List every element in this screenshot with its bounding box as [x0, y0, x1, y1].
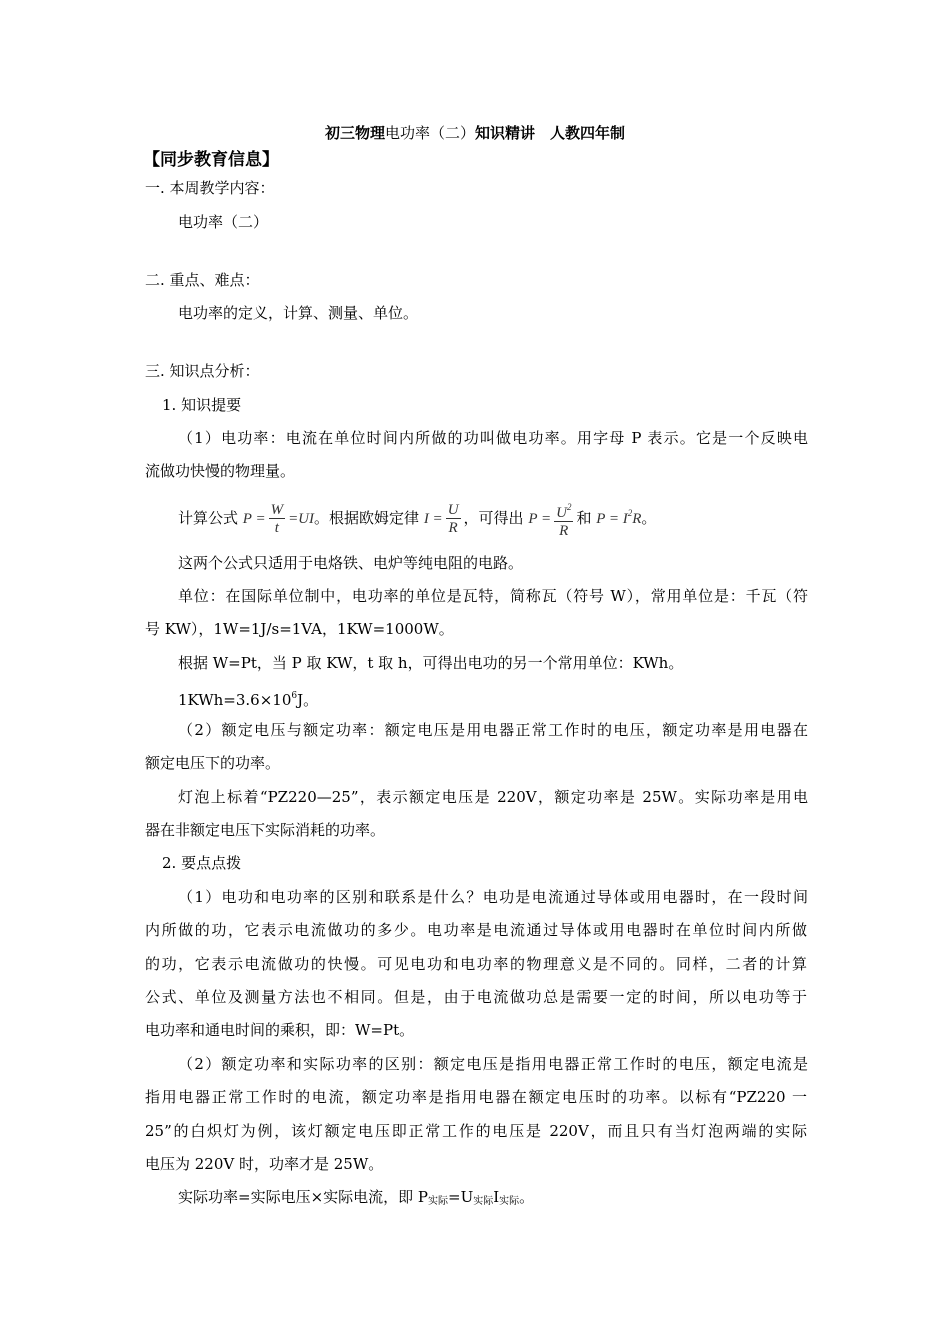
power-formula: P = $\frac{W}{t}$ =UI: [242, 502, 315, 537]
section-1-content: 电功率（二）: [178, 213, 269, 231]
title-prefix: 初三物理: [324, 124, 385, 142]
subsection-1-heading: 1. 知识提要: [162, 396, 242, 414]
section-2-heading: 二. 重点、难点：: [145, 271, 260, 289]
paragraph-line: 流做功快慢的物理量。: [145, 462, 296, 480]
paragraph-line: 电功率和通电时间的乘积，即：W=Pt。: [145, 1021, 415, 1039]
section-1-heading: 一. 本周教学内容：: [145, 179, 275, 197]
power-u2r-formula: P = $\frac{U^2}{R}$: [528, 499, 576, 540]
power-i2r-formula: $P = I^2R$: [596, 508, 642, 527]
paragraph-line: 指用电器正常工作时的电流，额定功率是指用电器在额定电压时的功率。以标有“PZ220 一: [145, 1088, 807, 1106]
paragraph-line: （2）额定功率和实际功率的区别：额定电压是指用电器正常工作时的电压，额定电流是: [178, 1055, 808, 1073]
sync-info-header: 【同步教育信息】: [143, 150, 279, 170]
page-title: [0, 122, 950, 143]
paragraph-line: 灯泡上标着“PZ220—25”，表示额定电压是 220V，额定功率是 25W。实际功率是用电: [178, 788, 808, 806]
section-3-heading: 三. 知识点分析：: [145, 362, 260, 380]
formula-line: 计算公式 P = $\frac{W}{t}$ =UI。根据欧姆定律 I = $\frac{U}{R}$ ，可得出 P = $\frac{U^2}{R}$ 和 $P = I^2R$。: [178, 495, 656, 540]
paragraph-line: （1）电功率：电流在单位时间内所做的功叫做电功率。用字母 P 表示。它是一个反映电: [178, 429, 808, 447]
section-2-content: 电功率的定义，计算、测量、单位。: [178, 304, 419, 322]
paragraph-line: 额定电压下的功率。: [145, 754, 281, 772]
paragraph-line: 号 KW），1W=1J/s=1VA，1KW=1000W。: [145, 620, 454, 638]
paragraph-line: 公式、单位及测量方法也不相同。但是，由于电流做功总是需要一定的时间，所以电功等于: [145, 988, 807, 1006]
title-middle: 电功率（二）: [384, 124, 475, 142]
actual-power-formula-line: 实际功率=实际电压×实际电流，即 $P_{实际}=U_{实际}I_{实际}$。: [178, 1188, 535, 1207]
kwh-value-line: $1KWh=3.6\times 10^6J$。: [178, 691, 319, 709]
ohm-law-formula: I = $\frac{U}{R}$: [423, 502, 459, 537]
paragraph-line: 25”的白炽灯为例，该灯额定电压即正常工作的电压是 220V，而且只有当灯泡两端的实际: [145, 1122, 807, 1140]
paragraph-line: 根据 W=Pt，当 P 取 KW，t 取 h，可得出电功的另一个常用单位：KWh。: [178, 654, 684, 672]
paragraph-line: 单位：在国际单位制中，电功率的单位是瓦特，简称瓦（符号 W），常用单位是：千瓦（符: [178, 587, 808, 605]
title-suffix: 知识精讲 人教四年制: [475, 124, 626, 142]
paragraph-line: 这两个公式只适用于电烙铁、电炉等纯电阻的电路。: [178, 554, 524, 572]
paragraph-line: 内所做的功，它表示电流做功的多少。电功率是电流通过导体或用电器时在单位时间内所做: [145, 921, 807, 939]
paragraph-line: 器在非额定电压下实际消耗的功率。: [145, 821, 386, 839]
paragraph-line: 电压为 220V 时，功率才是 25W。: [145, 1155, 384, 1173]
paragraph-line: （2）额定电压与额定功率：额定电压是用电器正常工作时的电压，额定功率是用电器在: [178, 721, 808, 739]
subsection-2-heading: 2. 要点点拨: [162, 854, 242, 872]
paragraph-line: 的功，它表示电流做功的快慢。可见电功和电功率的物理意义是不同的。同样，二者的计算: [145, 955, 807, 973]
paragraph-line: （1）电功和电功率的区别和联系是什么？电功是电流通过导体或用电器时，在一段时间: [178, 888, 808, 906]
